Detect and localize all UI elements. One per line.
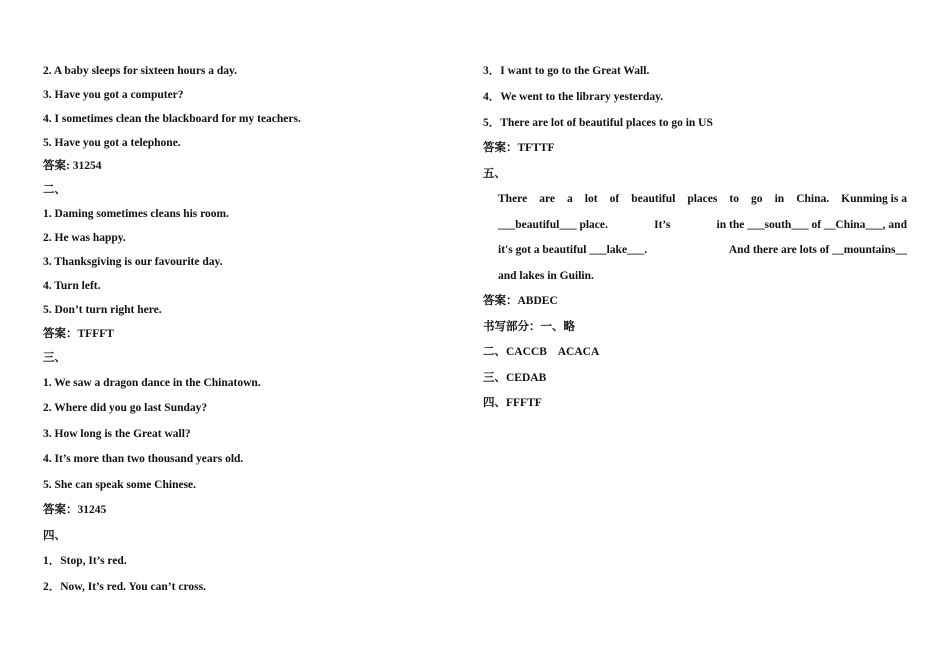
left-line: 2．Now, It’s red. You can’t cross. [43, 581, 206, 593]
left-line: 2. Where did you go last Sunday? [43, 402, 208, 414]
word: in [774, 193, 785, 205]
left-line: 4. I sometimes clean the blackboard for my teachers. [43, 113, 301, 125]
passage-line-1 [498, 192, 907, 206]
right-line: 3．I want to go to the Great Wall. [483, 65, 650, 77]
left-line: 5. Don’t turn right here. [43, 304, 162, 316]
word: places [687, 193, 718, 205]
left-line: 5. She can speak some Chinese. [43, 479, 197, 491]
right-line: 四、FFFTF [483, 397, 542, 409]
answer-line: 答案：ABDEC [483, 295, 558, 307]
left-line: 1. Daming sometimes cleans his room. [43, 208, 230, 220]
word: are [539, 193, 555, 205]
left-line: 1．Stop, It’s red. [43, 555, 127, 567]
left-line: 3. Have you got a computer? [43, 89, 184, 101]
word: It’s [654, 219, 671, 231]
word: ___beautiful___ place. [498, 219, 608, 231]
right-line: 二、CACCB ACACA [483, 346, 600, 358]
section-heading: 五、 [483, 168, 506, 180]
word: China. [796, 193, 830, 205]
answer-line: 答案: 31254 [43, 160, 102, 172]
right-line: 三、CEDAB [483, 372, 547, 384]
passage-line-4: and lakes in Guilin. [498, 270, 594, 282]
section-heading: 三、 [43, 352, 66, 364]
word: go [751, 193, 763, 205]
left-line: 4. It’s more than two thousand years old. [43, 453, 244, 465]
passage [498, 192, 907, 283]
left-line: 2. A baby sleeps for sixteen hours a day. [43, 65, 238, 77]
left-line: 4. Turn left. [43, 280, 101, 292]
answer-line: 答案：31245 [43, 504, 107, 516]
word: of [609, 193, 620, 205]
left-line: 2. He was happy. [43, 232, 126, 244]
writing-section-line: 书写部分：一、略 [483, 321, 575, 333]
section-heading: 二、 [43, 184, 66, 196]
word: There [498, 193, 528, 205]
word: a [567, 193, 573, 205]
right-line: 4．We went to the library yesterday. [483, 91, 664, 103]
section-heading: 四、 [43, 530, 66, 542]
answer-line: 答案：TFFFT [43, 328, 114, 340]
left-line: 3. How long is the Great wall? [43, 428, 191, 440]
left-line: 3. Thanksgiving is our favourite day. [43, 256, 223, 268]
right-column [475, 0, 950, 672]
passage-line-3 [498, 243, 907, 257]
left-line: 1. We saw a dragon dance in the Chinatown. [43, 377, 261, 389]
word: it's got a beautiful ___lake___. [498, 244, 648, 256]
word: lot [584, 193, 598, 205]
answer-line: 答案：TFTTF [483, 142, 555, 154]
word: beautiful [631, 193, 676, 205]
right-line: 5．There are lot of beautiful places to go in US [483, 117, 713, 129]
passage-line-2 [498, 218, 907, 232]
left-line: 5. Have you got a telephone. [43, 137, 181, 149]
word: to [729, 193, 739, 205]
word: Kunming is a [841, 193, 907, 205]
word: in the ___south___ of __China___, and [716, 219, 907, 231]
word: And there are lots of __mountains__ [728, 244, 907, 256]
